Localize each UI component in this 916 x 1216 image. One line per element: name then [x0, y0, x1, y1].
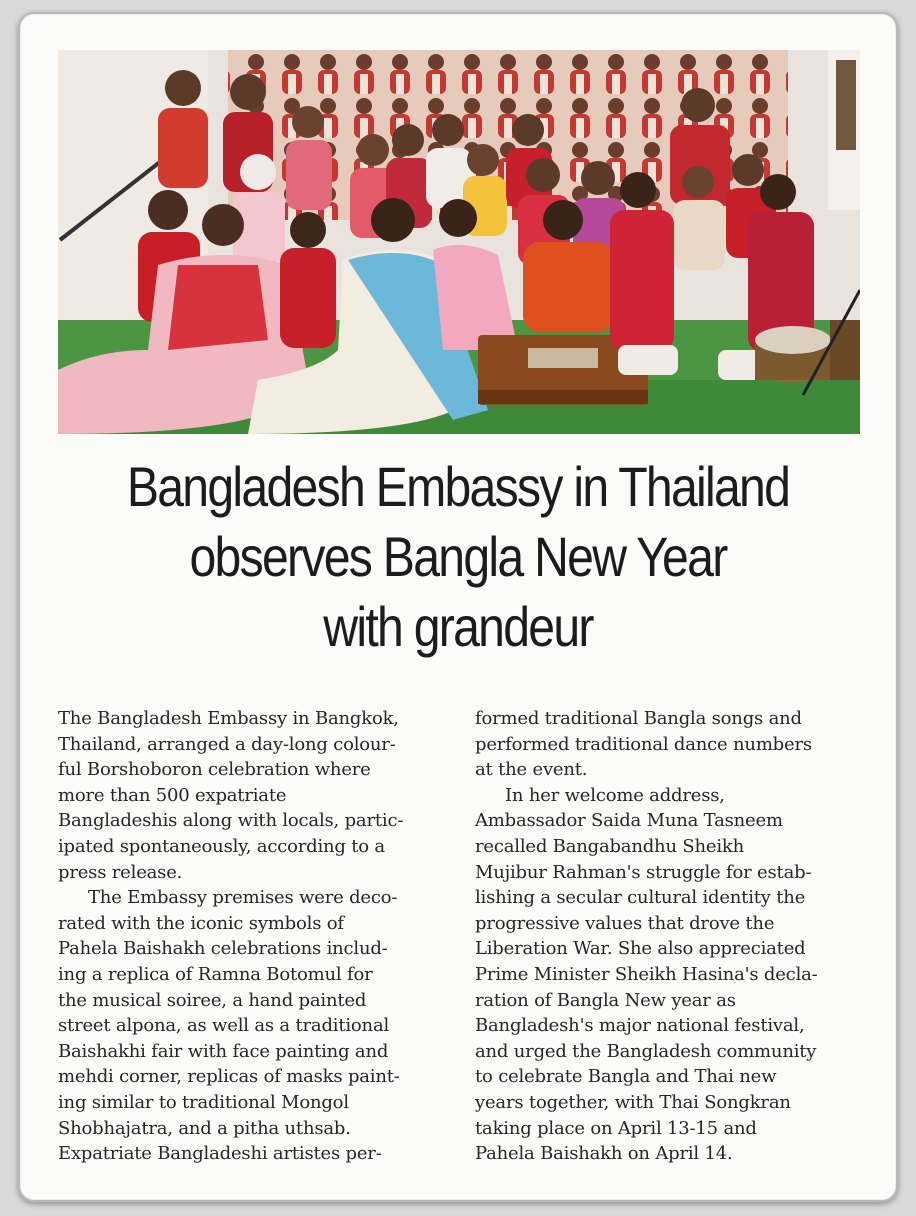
body-line: years together, with Thai Songkran: [475, 1091, 791, 1113]
body-line: to celebrate Bangla and Thai new: [475, 1066, 777, 1088]
body-line: rated with the iconic symbols of: [58, 912, 344, 934]
body-line: the musical soiree, a hand painted: [58, 989, 367, 1011]
body-column-left: [58, 706, 448, 1167]
body-line: street alpona, as well as a traditional: [58, 1015, 390, 1037]
headline: [99, 452, 818, 662]
body-line: Ambassador Saida Muna Tasneem: [475, 810, 783, 832]
body-line: mehdi corner, replicas of masks paint-: [58, 1066, 400, 1088]
body-line: The Embassy premises were deco-: [88, 887, 398, 909]
body-line: more than 500 expatriate: [58, 784, 287, 806]
body-line: Pahela Baishakh celebrations includ-: [58, 938, 388, 960]
body-line: Liberation War. She also appreciated: [475, 938, 806, 960]
body-line: taking place on April 13-15 and: [475, 1117, 757, 1139]
body-line: ing a replica of Ramna Botomul for: [58, 963, 373, 985]
body-line: Mujibur Rahman's struggle for estab-: [475, 861, 812, 883]
body-line: Expatriate Bangladeshi artistes per-: [58, 1143, 382, 1165]
body-line: and urged the Bangladesh community: [475, 1040, 817, 1062]
body-column-right: [475, 706, 875, 1167]
body-line: In her welcome address,: [505, 784, 725, 806]
body-line: Bangladeshis along with locals, partic-: [58, 810, 404, 832]
group-photo: [58, 50, 860, 434]
headline-line-2: observes Bangla New Year: [189, 525, 727, 588]
body-line: lishing a secular cultural identity the: [475, 887, 806, 909]
body-line: Thailand, arranged a day-long colour-: [58, 733, 396, 755]
body-line: at the event.: [475, 759, 588, 781]
headline-line-1: Bangladesh Embassy in Thailand: [126, 455, 790, 518]
body-line: progressive values that drove the: [475, 912, 775, 934]
body-line: ful Borshoboron celebration where: [58, 759, 371, 781]
body-line: ipated spontaneously, according to a: [58, 835, 385, 857]
body-line: Bangladesh's major national festival,: [475, 1015, 805, 1037]
body-line: performed traditional dance numbers: [475, 733, 812, 755]
body-line: recalled Bangabandhu Sheikh: [475, 835, 744, 857]
body-line: Prime Minister Sheikh Hasina's decla-: [475, 963, 818, 985]
headline-line-3: with grandeur: [323, 595, 593, 658]
body-line: Pahela Baishakh on April 14.: [475, 1143, 733, 1165]
body-line: ing similar to traditional Mongol: [58, 1091, 349, 1113]
body-line: Baishakhi fair with face painting and: [58, 1040, 389, 1062]
body-line: Shobhajatra, and a pitha uthsab.: [58, 1117, 351, 1139]
body-line: The Bangladesh Embassy in Bangkok,: [58, 708, 399, 729]
body-line: press release.: [58, 861, 183, 883]
body-line: formed traditional Bangla songs and: [475, 708, 802, 729]
body-line: ration of Bangla New year as: [475, 989, 736, 1011]
